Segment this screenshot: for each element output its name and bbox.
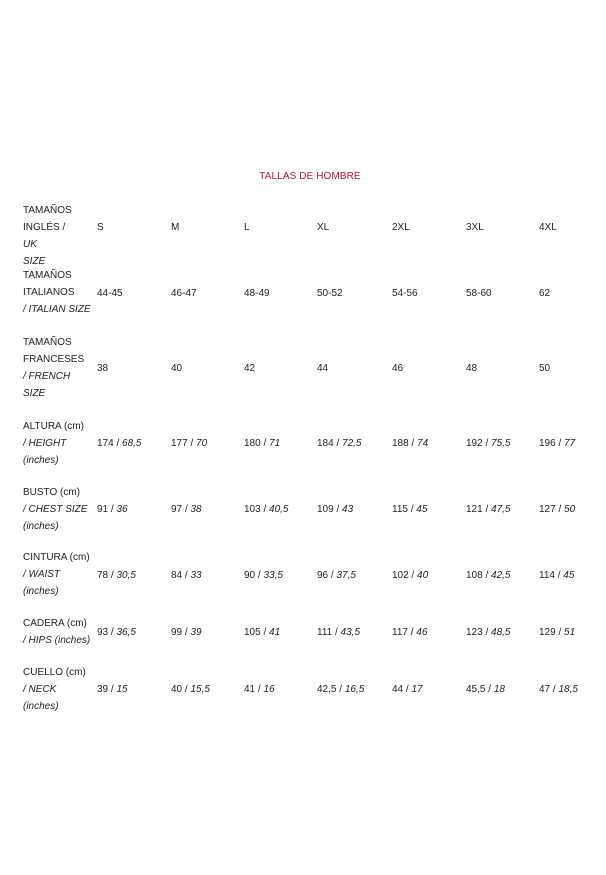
inch-value: 33 xyxy=(190,570,202,581)
cm-value: 111 / xyxy=(317,627,341,638)
size-cell xyxy=(244,501,289,518)
size-cell xyxy=(317,435,362,452)
size-cell: 46 xyxy=(392,363,404,374)
size-cell: 3XL xyxy=(466,222,484,233)
cm-value: 41 / xyxy=(244,684,264,695)
size-cell xyxy=(317,501,353,518)
label-part: INGLÉS / xyxy=(23,222,66,233)
label-line: / WAIST xyxy=(23,569,61,580)
size-cell xyxy=(97,681,128,698)
label-line: (inches) xyxy=(23,586,59,597)
inch-value: 40 xyxy=(417,570,429,581)
size-cell: 44 xyxy=(317,363,329,374)
label-line: / HEIGHT xyxy=(23,438,67,449)
label-line: CADERA (cm) xyxy=(23,618,87,629)
cm-value: 42,5 / xyxy=(317,684,345,695)
inch-value: 70 xyxy=(196,438,208,449)
inch-value: 48,5 xyxy=(491,627,511,638)
inch-value: 43,5 xyxy=(340,627,361,638)
size-cell xyxy=(466,501,511,518)
size-cell: 50-52 xyxy=(317,288,343,299)
size-cell xyxy=(97,567,136,584)
cm-value: 40 / xyxy=(171,684,191,695)
label-line: FRANCESES xyxy=(23,354,85,365)
label-line: / NECK xyxy=(23,684,57,695)
cm-value: 91 / xyxy=(97,504,117,515)
inch-value: 30,5 xyxy=(116,570,136,581)
inch-value: 16,5 xyxy=(344,684,365,695)
size-cell xyxy=(317,681,364,698)
inch-value: 18,5 xyxy=(558,684,578,695)
inch-value: 40,5 xyxy=(269,504,289,515)
inch-value: 47,5 xyxy=(491,504,511,515)
size-cell xyxy=(171,435,207,452)
cm-value: 184 / xyxy=(317,438,343,449)
inch-value: 72,5 xyxy=(342,438,362,449)
inch-value: 45 xyxy=(416,504,428,515)
cm-value: 121 / xyxy=(466,504,492,515)
size-cell xyxy=(466,567,511,584)
size-cell: 38 xyxy=(97,363,109,374)
cm-value: 90 / xyxy=(244,570,264,581)
inch-value: 15 xyxy=(116,684,128,695)
size-cell xyxy=(392,501,427,518)
label-line: SIZE xyxy=(23,256,46,267)
cm-value: 102 / xyxy=(392,570,418,581)
inch-value: 71 xyxy=(269,438,281,449)
cm-value: 177 / xyxy=(171,438,197,449)
inch-value: 43 xyxy=(342,504,354,515)
size-cell xyxy=(171,567,202,584)
label-line: CINTURA (cm) xyxy=(23,552,90,563)
size-cell: 2XL xyxy=(392,222,410,233)
size-cell: 42 xyxy=(244,363,256,374)
cm-value: 39 / xyxy=(97,684,117,695)
inch-value: 37,5 xyxy=(336,570,356,581)
size-cell: XL xyxy=(317,222,330,233)
cm-value: 47 / xyxy=(539,684,559,695)
size-cell xyxy=(171,681,210,698)
size-cell: 46-47 xyxy=(171,288,197,299)
cm-value: 99 / xyxy=(171,627,191,638)
inch-value: 15,5 xyxy=(190,684,210,695)
row-label-uk xyxy=(23,202,115,270)
size-cell xyxy=(97,435,142,452)
inch-value: 33,5 xyxy=(263,570,283,581)
size-cell: 48 xyxy=(466,363,478,374)
cm-value: 114 / xyxy=(539,570,564,581)
size-cell xyxy=(539,435,575,452)
size-cell xyxy=(171,624,202,641)
inch-value: 36,5 xyxy=(116,627,136,638)
label-line: CUELLO (cm) xyxy=(23,667,86,678)
size-cell xyxy=(171,501,202,518)
label-line: TAMAÑOS xyxy=(23,205,72,216)
label-part: UK xyxy=(23,239,37,250)
cm-value: 103 / xyxy=(244,504,270,515)
label-line: (inches) xyxy=(23,521,59,532)
size-cell xyxy=(317,567,356,584)
cm-value: 117 / xyxy=(392,627,417,638)
size-cell xyxy=(392,624,427,641)
inch-value: 36 xyxy=(116,504,128,515)
label-line: SIZE xyxy=(23,388,46,399)
size-cell xyxy=(317,624,360,641)
size-cell xyxy=(466,681,505,698)
size-cell: 44-45 xyxy=(97,288,123,299)
cm-value: 129 / xyxy=(539,627,565,638)
size-cell xyxy=(539,567,574,584)
cm-value: 45,5 / xyxy=(466,684,494,695)
cm-value: 108 / xyxy=(466,570,492,581)
size-cell xyxy=(392,435,428,452)
inch-value: 77 xyxy=(564,438,576,449)
inch-value: 51 xyxy=(564,627,576,638)
size-cell: M xyxy=(171,222,180,233)
size-cell xyxy=(466,435,511,452)
size-cell: 4XL xyxy=(539,222,557,233)
label-line: (inches) xyxy=(23,701,59,712)
cm-value: 115 / xyxy=(392,504,417,515)
label-line: / CHEST SIZE xyxy=(23,504,88,515)
cm-value: 123 / xyxy=(466,627,492,638)
inch-value: 16 xyxy=(263,684,275,695)
inch-value: 17 xyxy=(411,684,423,695)
size-cell: 40 xyxy=(171,363,183,374)
cm-value: 192 / xyxy=(466,438,492,449)
inch-value: 68,5 xyxy=(122,438,142,449)
size-cell xyxy=(97,624,136,641)
size-cell: 50 xyxy=(539,363,551,374)
size-chart-title: TALLAS DE HOMBRE xyxy=(259,171,361,182)
size-cell: 62 xyxy=(539,288,551,299)
inch-value: 39 xyxy=(190,627,202,638)
inch-value: 42,5 xyxy=(491,570,511,581)
label-line: (inches) xyxy=(23,455,59,466)
size-cell xyxy=(466,624,511,641)
size-cell xyxy=(244,567,283,584)
cm-value: 93 / xyxy=(97,627,117,638)
size-cell xyxy=(539,624,575,641)
cm-value: 180 / xyxy=(244,438,270,449)
size-cell: S xyxy=(97,222,104,233)
label-line: / HIPS (inches) xyxy=(23,635,91,646)
cm-value: 96 / xyxy=(317,570,337,581)
cm-value: 109 / xyxy=(317,504,343,515)
label-line: / FRENCH xyxy=(23,371,71,382)
cm-value: 84 / xyxy=(171,570,191,581)
size-cell xyxy=(244,681,275,698)
cm-value: 127 / xyxy=(539,504,565,515)
label-line: ALTURA (cm) xyxy=(23,421,84,432)
size-cell xyxy=(539,501,575,518)
size-cell xyxy=(539,681,578,698)
size-cell xyxy=(392,567,428,584)
label-line: BUSTO (cm) xyxy=(23,487,81,498)
size-cell: 48-49 xyxy=(244,288,270,299)
inch-value: 75,5 xyxy=(491,438,511,449)
cm-value: 78 / xyxy=(97,570,117,581)
label-line: TAMAÑOS xyxy=(23,337,72,348)
label-line: / ITALIAN SIZE xyxy=(23,304,91,315)
cm-value: 44 / xyxy=(392,684,412,695)
cm-value: 188 / xyxy=(392,438,418,449)
inch-value: 45 xyxy=(563,570,575,581)
cm-value: 97 / xyxy=(171,504,191,515)
size-cell xyxy=(97,501,128,518)
inch-value: 18 xyxy=(493,684,505,695)
inch-value: 46 xyxy=(416,627,428,638)
size-cell xyxy=(244,435,280,452)
size-cell: 54-56 xyxy=(392,288,418,299)
cm-value: 174 / xyxy=(97,438,123,449)
cm-value: 196 / xyxy=(539,438,565,449)
inch-value: 74 xyxy=(417,438,429,449)
size-cell xyxy=(244,624,280,641)
label-line: TAMAÑOS xyxy=(23,270,72,281)
size-cell xyxy=(392,681,423,698)
size-cell: L xyxy=(244,222,250,233)
cm-value: 105 / xyxy=(244,627,270,638)
inch-value: 38 xyxy=(190,504,202,515)
label-line: ITALIANOS xyxy=(23,287,75,298)
inch-value: 50 xyxy=(564,504,576,515)
size-cell: 58-60 xyxy=(466,288,492,299)
inch-value: 41 xyxy=(269,627,281,638)
